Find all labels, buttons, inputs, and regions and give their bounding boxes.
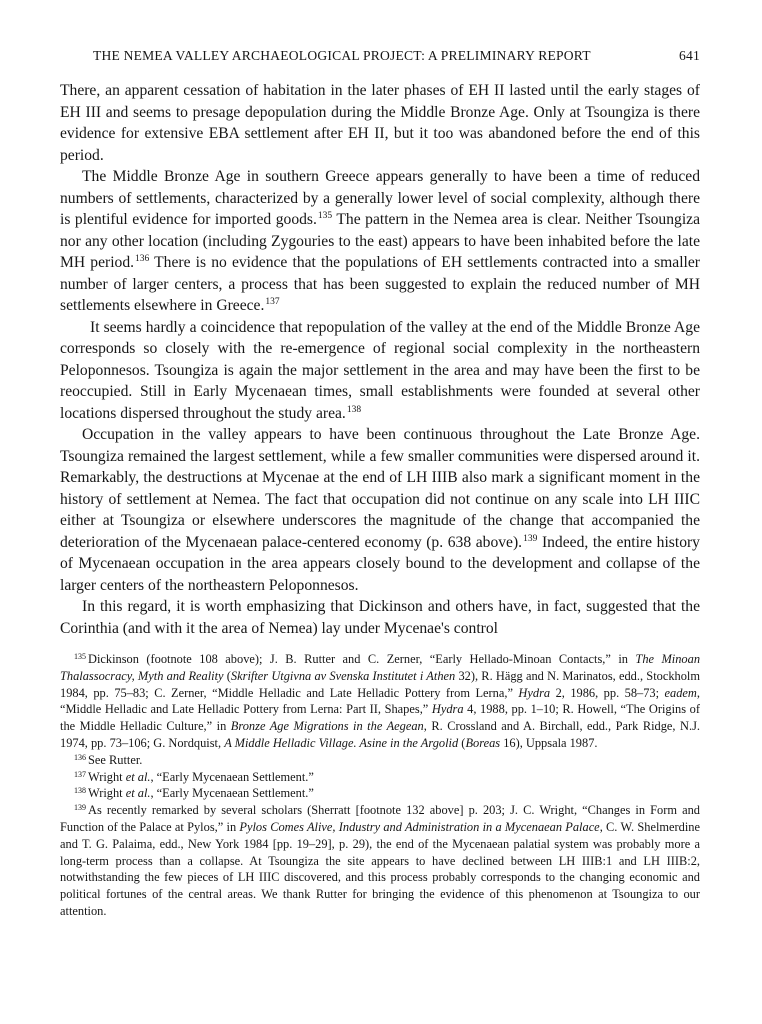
footnote-title: Bronze Age Migrations in the Aegean <box>230 719 424 734</box>
footnote-title: Pylos Comes Alive, Industry and Administration in a Mycenaean Palace <box>239 819 600 834</box>
paragraph-4 <box>60 424 700 596</box>
paragraph-2-text-b: The pattern in the Nemea area is clear. Neither Tsoungiza nor any other location (including Zygouries to the east) appears to have been inhabited before the late MH period. <box>60 211 700 271</box>
footnote-text: As recently remarked by several scholars (Sherratt [footnote 132 above] p. 203; J. C. Wright, “Changes in Form and Function of the Palace at Pylos,” in <box>60 803 700 834</box>
footnote-text: See Rutter. <box>88 752 143 767</box>
footnote-number: 139 <box>74 803 86 813</box>
footnote-title: The Minoan Thalassocracy, Myth and Reality <box>60 652 701 683</box>
footnote-title: Hydra <box>431 702 464 717</box>
paragraph-3-text: It seems hardly a coincidence that repopulation of the valley at the end of the Middle Bronze Age corresponds so closely with the re-emergence of regional social complexity in the northeastern Peloponnesos. Tsoungiza is again the major settlement in the area and may have been the first to be reoccupied. Still in Early Mycenaean times, small establishments were founded at several other locations dispersed throughout the study area. <box>60 318 700 422</box>
footnote-title: Skrifter Utgivna av Svenska Institutet i Athen <box>230 668 456 683</box>
footnote-ref-136[interactable]: 136 <box>135 254 150 264</box>
footnote-title: eadem <box>664 685 697 700</box>
footnote-text: Wright <box>88 786 126 801</box>
footnote-text: 4, 1988, pp. 1–10; R. Howell, “The Origins of the Middle Helladic Culture,” in <box>60 702 700 734</box>
footnote-number: 138 <box>74 786 86 796</box>
footnote-number: 135 <box>74 652 86 661</box>
footnote-text: 32), R. Hägg and N. Marinatos, edd., Stockholm 1984, pp. 75–83; C. Zerner, “Middle Helladic and Late Helladic Pottery from Lerna,” <box>60 668 700 700</box>
paragraph-4-text-b: Indeed, the entire history of Mycenaean occupation in the area appears closely bound to the development and collapse of the larger centers of the northeastern Peloponnesos. <box>60 533 700 594</box>
footnote-ref-135[interactable]: 135 <box>317 211 333 221</box>
footnote-text: ( <box>458 735 466 750</box>
footnote-title: A Middle Helladic Village. Asine in the Argolid <box>224 735 459 750</box>
footnote-number: 136 <box>74 752 86 762</box>
running-title: THE NEMEA VALLEY ARCHAEOLOGICAL PROJECT: A PRELIMINARY REPORT <box>93 48 591 63</box>
paragraph-2 <box>60 166 700 317</box>
running-head <box>60 48 700 64</box>
footnote-ref-137[interactable]: 137 <box>265 297 280 307</box>
footnote-139 <box>60 802 700 920</box>
page <box>60 48 700 920</box>
footnote-title: Boreas <box>465 735 501 750</box>
footnote-ref-138[interactable]: 138 <box>346 404 362 415</box>
footnote-number: 137 <box>74 769 86 779</box>
footnote-text: , “Middle Helladic and Late Helladic Pottery from Lerna: Part II, Shapes,” <box>60 685 700 717</box>
footnote-137 <box>60 769 700 786</box>
footnote-text: ( <box>223 668 231 683</box>
paragraph-1 <box>60 80 700 166</box>
footnote-text: , C. W. Shelmerdine and T. G. Palaima, edd., New York 1984 [pp. 19–29], p. 29), the end of the Mycenaean palatial system was probably more a long-term process than a collapse. At Tsoungiza the site appears to have declined between LH IIIB:1 and LH IIIB:2, notwithstanding the few pieces of LH IIIC discovered, and this process probably corresponds to the changing economic and political fortunes of the central areas. We thank Rutter for bringing the evidence of this phenomenon at Tsoungiza to our attention. <box>60 819 700 918</box>
footnote-title: Hydra <box>518 685 551 700</box>
paragraph-5 <box>60 596 700 639</box>
paragraph-1-text: There, an apparent cessation of habitation in the later phases of EH II lasted until the early stages of EH III and seems to presage depopulation during the Middle Bronze Age. Only at Tsoungiza is there evidence for extensive EBA settlement after EH II, but it too was abandoned before the end of this period. <box>60 82 700 164</box>
footnotes <box>60 651 700 920</box>
paragraph-4-text-a: Occupation in the valley appears to have been continuous throughout the Late Bronze Age. Tsoungiza remained the largest settlement, while a few smaller communities were dispersed around it. Remarkably, the destructions at Mycenae at the end of LH IIIB also mark a significant moment in the history of settlement at Nemea. The fact that occupation did not continue on any scale into LH IIIC either at Tsoungiza or elsewhere underscores the magnitude of the change that accompanied the deterioration of the Mycenaean palace-centered economy (p. 638 above). <box>60 426 700 551</box>
footnote-text: , “Early Mycenaean Settlement.” <box>150 769 314 784</box>
footnote-135 <box>60 651 700 752</box>
footnote-text: 16), Uppsala 1987. <box>500 735 598 750</box>
footnote-text: Wright <box>88 769 126 784</box>
footnote-ref-139[interactable]: 139 <box>523 533 538 544</box>
footnote-text: Dickinson (footnote 108 above); J. B. Rutter and C. Zerner, “Early Hellado-Minoan Contacts,” in <box>88 652 636 666</box>
page-number: 641 <box>679 48 700 63</box>
footnote-italic: et al. <box>125 769 151 784</box>
paragraph-2-text-c: There is no evidence that the populations of EH settlements contracted into a smaller number of larger centers, a process that has been suggested to explain the reduced number of MH settlements elsewhere in Greece. <box>60 254 700 314</box>
footnote-text: , “Early Mycenaean Settlement.” <box>150 786 314 801</box>
footnote-text: 2, 1986, pp. 58–73; <box>550 685 665 700</box>
paragraph-5-text: In this regard, it is worth emphasizing that Dickinson and others have, in fact, suggested that the Corinthia (and with it the area of Nemea) lay under Mycenae's control <box>60 598 700 637</box>
footnote-italic: et al. <box>125 786 151 801</box>
paragraph-3 <box>60 317 700 425</box>
footnote-138 <box>60 785 700 802</box>
paragraph-2-text-a: The Middle Bronze Age in southern Greece appears generally to have been a time of reduced numbers of settlements, characterized by a generally lower level of social complexity, although there is plentiful evidence for imported goods. <box>60 168 700 228</box>
footnote-text: , R. Crossland and A. Birchall, edd., Park Ridge, N.J. 1974, pp. 73–106; G. Nordquist, <box>60 719 700 750</box>
body-text <box>60 80 700 639</box>
footnote-136 <box>60 752 700 769</box>
